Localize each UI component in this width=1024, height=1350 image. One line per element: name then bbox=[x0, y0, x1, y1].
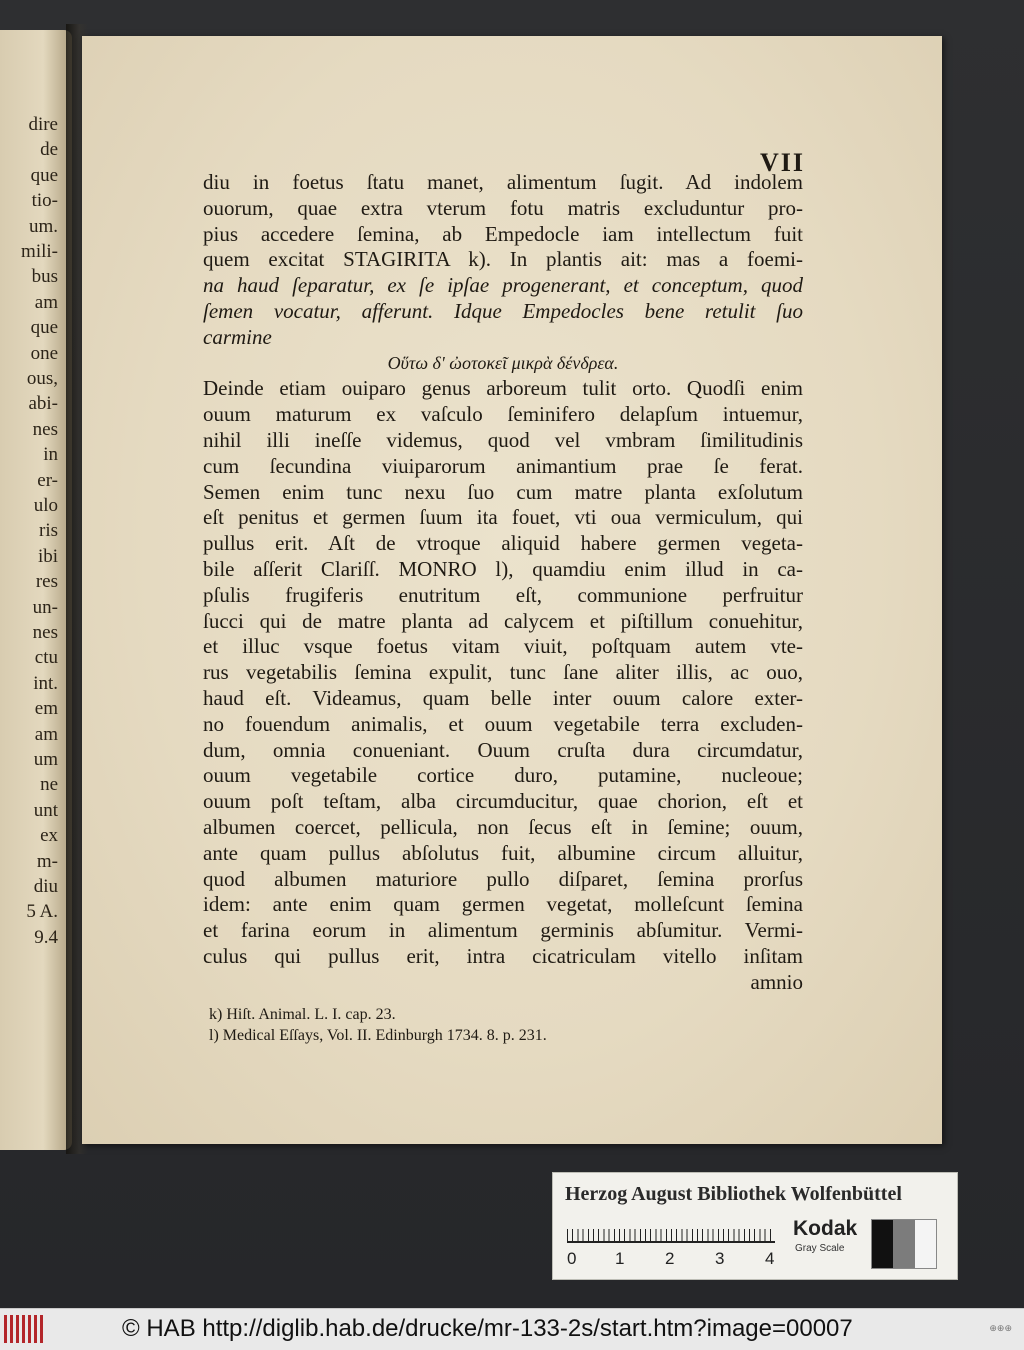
text-line: ouum maturum ex vaſculo ſeminifero delapſum intuemur, bbox=[203, 402, 803, 427]
text-line: pſulis frugiferis enutritum eſt, communione perfruitur bbox=[203, 582, 803, 607]
left-page-fragment: one bbox=[30, 342, 58, 364]
text-line: eſt penitus et germen ſuum ita fouet, vti oua vermiculum, qui bbox=[203, 505, 803, 530]
ruler-number: 1 bbox=[615, 1249, 625, 1268]
text-line: et illuc vsque foetus vitam viuit, poſtquam autem vte- bbox=[203, 634, 803, 659]
left-page-fragment: que bbox=[30, 164, 58, 186]
left-page-fragment: res bbox=[35, 571, 58, 593]
text-line: amnio bbox=[750, 969, 803, 994]
left-facing-page bbox=[0, 30, 72, 1150]
text-line: idem: ante enim quam germen vegetat, molleſcunt ſemina bbox=[203, 892, 803, 917]
ruler-number: 2 bbox=[665, 1249, 675, 1268]
text-line: quem excitat STAGIRITA k). In plantis ait: mas a foemi- bbox=[203, 247, 803, 272]
text-line: culus qui pullus erit, intra cicatriculam vitello inſitam bbox=[203, 943, 803, 968]
left-page-fragment: um. bbox=[28, 215, 58, 237]
left-page-fragment: 5 A. bbox=[26, 901, 58, 923]
library-name: Herzog August Bibliothek Wolfenbüttel bbox=[565, 1183, 902, 1205]
left-page-fragment: ris bbox=[39, 520, 58, 542]
source-url[interactable]: © HAB http://diglib.hab.de/drucke/mr-133-2s/start.htm?image=00007 bbox=[122, 1315, 853, 1342]
left-page-fragment: in bbox=[43, 444, 58, 466]
text-line: no fouendum animalis, et ouum vegetabile terra excluden- bbox=[203, 711, 803, 736]
gray-scale-swatches bbox=[871, 1219, 937, 1269]
footnotes bbox=[209, 1004, 809, 1046]
left-page-fragment: nes bbox=[32, 418, 58, 440]
text-line: cum ſecundina viuiparorum animantium prae ſe ferat. bbox=[203, 453, 803, 478]
gray-scale-caption: Gray Scale bbox=[795, 1243, 845, 1254]
left-page-fragment: ne bbox=[40, 774, 58, 796]
left-page-fragment: em bbox=[34, 698, 58, 720]
hab-logo-icon bbox=[4, 1315, 46, 1343]
left-page-fragment: nes bbox=[32, 622, 58, 643]
text-line: ouorum, quae extra vterum fotu matris excluduntur pro- bbox=[203, 195, 803, 220]
text-line: pius accedere ſemina, ab Empedocle iam intellectum fuit bbox=[203, 221, 803, 246]
text-line: bile aſſerit Clariſſ. MONRO l), quamdiu enim illud in ca- bbox=[203, 556, 803, 581]
text-line: ſemen vocatur, afferunt. Idque Empedocles bene retulit ſuo bbox=[203, 298, 803, 323]
text-line: haud eſt. Videamus, quam belle inter ouum calore exter- bbox=[203, 685, 803, 710]
viewer-footer bbox=[0, 1308, 1024, 1350]
left-page-fragment: un- bbox=[32, 596, 58, 618]
left-page-fragment: int. bbox=[33, 672, 58, 694]
text-line: na haud ſeparatur, ex ſe ipſae progenerant, et conceptum, quod bbox=[203, 273, 803, 298]
footnote-l: l) Medical Eſſays, Vol. II. Edinburgh 1734. 8. p. 231. bbox=[209, 1027, 547, 1044]
text-line: ante quam pullus abſolutus fuit, albumine circum alluitur, bbox=[203, 840, 803, 865]
swatch-black bbox=[872, 1220, 893, 1268]
text-line: quod albumen maturiore pullo diſparet, ſemina prorſus bbox=[203, 866, 803, 891]
scale-ruler bbox=[567, 1217, 775, 1243]
text-line: Semen enim tunc nexu ſuo cum matre planta exſolutum bbox=[203, 479, 803, 504]
footnote-k: k) Hiſt. Animal. L. I. cap. 23. bbox=[209, 1006, 396, 1023]
left-page-fragment: tio- bbox=[31, 190, 58, 212]
library-label bbox=[552, 1172, 958, 1280]
text-line: albumen coercet, pellicula, non ſecus eſt in ſemine; ouum, bbox=[203, 814, 803, 839]
left-page-fragment: er- bbox=[37, 469, 58, 491]
text-line: et farina eorum in alimentum germinis abſumitur. Vermi- bbox=[203, 918, 803, 943]
text-line: ſucci qui de matre planta ad calycem et piſtillum conuehitur, bbox=[203, 608, 803, 633]
swatch-white bbox=[915, 1220, 936, 1268]
left-page-fragment: ulo bbox=[33, 495, 58, 516]
ruler-number: 4 bbox=[765, 1249, 775, 1268]
left-page-fragment: bus bbox=[31, 266, 58, 288]
text-line: Deinde etiam ouiparo genus arboreum tulit orto. Quodſi enim bbox=[203, 376, 803, 401]
left-page-fragment: um bbox=[33, 749, 58, 770]
ruler-number: 3 bbox=[715, 1249, 725, 1268]
text-line: nihil illi ineſſe videmus, quod vel vmbram ſimilitudinis bbox=[203, 427, 803, 452]
left-page-fragment: que bbox=[30, 317, 58, 339]
left-page-fragment: ctu bbox=[34, 647, 58, 669]
left-page-fragment: diu bbox=[33, 876, 58, 897]
left-page-fragment: de bbox=[40, 139, 58, 161]
body-text bbox=[203, 170, 803, 996]
text-line: ouum vegetabile cortice duro, putamine, nucleoue; bbox=[203, 763, 803, 788]
ruler-number: 0 bbox=[567, 1249, 577, 1268]
left-page-fragment: am bbox=[34, 291, 58, 313]
text-line: diu in foetus ſtatu manet, alimentum ſugit. Ad indolem bbox=[203, 170, 803, 194]
left-page-fragment: unt bbox=[33, 799, 58, 821]
left-page-fragment: am bbox=[34, 723, 58, 745]
left-page-fragment: dire bbox=[28, 114, 58, 135]
kodak-logo: Kodak bbox=[793, 1217, 858, 1240]
left-page-fragment: 9.4 bbox=[34, 926, 58, 948]
text-line: Οὕτω δ' ὠοτοκεῖ μικρὰ δένδρεα. bbox=[387, 352, 619, 373]
text-line: rus vegetabilis ſemina expulit, tunc ſane aliter illis, ac ouo, bbox=[203, 660, 803, 685]
text-line: dum, omnia conueniant. Ouum cruſta dura circumdatur, bbox=[203, 737, 803, 762]
left-page-fragment: ous, bbox=[26, 368, 58, 389]
page-number: VII bbox=[760, 148, 806, 177]
swatch-mid bbox=[893, 1220, 914, 1268]
footer-marks: ⊕⊕⊕ bbox=[989, 1323, 1012, 1333]
text-line: carmine bbox=[203, 324, 272, 349]
left-page-fragment: mili- bbox=[21, 241, 58, 262]
text-line: pullus erit. Aſt de vtroque aliquid habere germen vegeta- bbox=[203, 531, 803, 556]
left-page-fragment: m- bbox=[36, 850, 58, 872]
text-line: ouum poſt teſtam, alba circumducitur, quae chorion, eſt et bbox=[203, 789, 803, 814]
left-page-fragment: ibi bbox=[37, 545, 58, 567]
left-page-fragment: ex bbox=[40, 825, 58, 847]
left-page-fragment: abi- bbox=[28, 393, 58, 415]
